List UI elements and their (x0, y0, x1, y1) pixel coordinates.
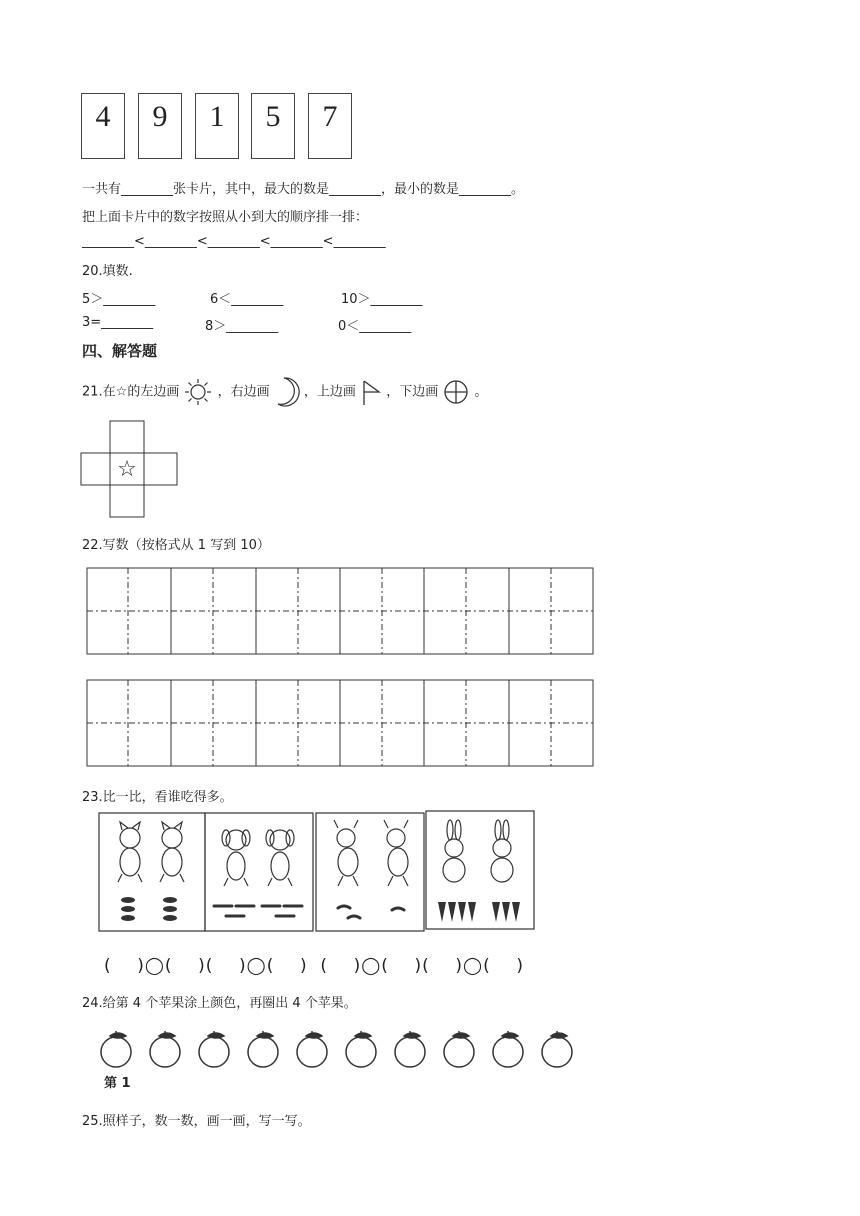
q19-line3: ________<________<________<________<________ (82, 234, 386, 249)
chick-icon (334, 820, 408, 886)
number-card: 9 (138, 93, 182, 159)
worm-icon (338, 906, 404, 918)
star-icon: ☆ (117, 457, 137, 482)
q20-blank: 8＞________ (205, 319, 279, 334)
apple-first-label: 第 1 (104, 1076, 131, 1091)
apple-icon[interactable] (346, 1031, 376, 1067)
q20-title: 20.填数. (82, 264, 133, 279)
flag-icon (360, 378, 382, 406)
apple-icon[interactable] (493, 1031, 523, 1067)
carrot-icon (438, 902, 520, 922)
q20-blank: 10＞________ (341, 292, 423, 307)
apple-icon[interactable] (248, 1031, 278, 1067)
q19-line2: 把上面卡片中的数字按照从小到大的顺序排一排： (82, 210, 369, 225)
number-card: 4 (81, 93, 125, 159)
q21-part: 。 (474, 384, 488, 400)
sun-icon (183, 377, 213, 407)
writing-grid[interactable] (86, 567, 596, 657)
kitten-icon (118, 822, 184, 882)
puppy-icon (222, 830, 294, 886)
q21-part: 21.在☆的左边画 (82, 384, 180, 400)
writing-grid[interactable] (86, 679, 596, 769)
q25-title: 25.照样子，数一数，画一画，写一写。 (82, 1114, 311, 1129)
apple-icon[interactable] (444, 1031, 474, 1067)
apple-icon[interactable] (395, 1031, 425, 1067)
q23-title: 23.比一比，看谁吃得多。 (82, 790, 233, 805)
q20-blank: 5＞________ (82, 292, 156, 307)
q22-title: 22.写数（按格式从 1 写到 10） (82, 538, 270, 553)
apple-icon[interactable] (199, 1031, 229, 1067)
moon-icon (274, 376, 300, 408)
compare-row[interactable]: ( )◯( )( )◯( ) ( )◯( )( )◯( ) (104, 956, 524, 976)
q20-blank: 3=________ (82, 315, 154, 330)
q21-part: ，上边画 (303, 384, 356, 400)
q24-title: 24.给第 4 个苹果涂上颜色，再圈出 4 个苹果。 (82, 996, 357, 1011)
q21-part: ，下边画 (386, 384, 439, 400)
section-heading: 四、解答题 (82, 342, 158, 360)
q21-part: ，右边画 (217, 384, 270, 400)
q19-line1: 一共有________张卡片，其中，最大的数是________，最小的数是________。 (82, 182, 525, 197)
rabbit-icon (443, 820, 513, 882)
fish-icon (121, 897, 177, 921)
animals-picture (98, 810, 538, 934)
circle-cross-icon (442, 378, 470, 406)
number-card: 1 (195, 93, 239, 159)
number-card: 7 (308, 93, 352, 159)
apple-row[interactable] (96, 1028, 596, 1076)
apple-icon[interactable] (150, 1031, 180, 1067)
q21-text (82, 376, 488, 408)
number-card: 5 (251, 93, 295, 159)
apple-icon[interactable] (542, 1031, 572, 1067)
bone-icon (214, 906, 302, 916)
q20-blank: 6＜________ (210, 292, 284, 307)
apple-icon[interactable] (101, 1031, 131, 1067)
q20-blank: 0＜________ (338, 319, 412, 334)
apple-icon[interactable] (297, 1031, 327, 1067)
